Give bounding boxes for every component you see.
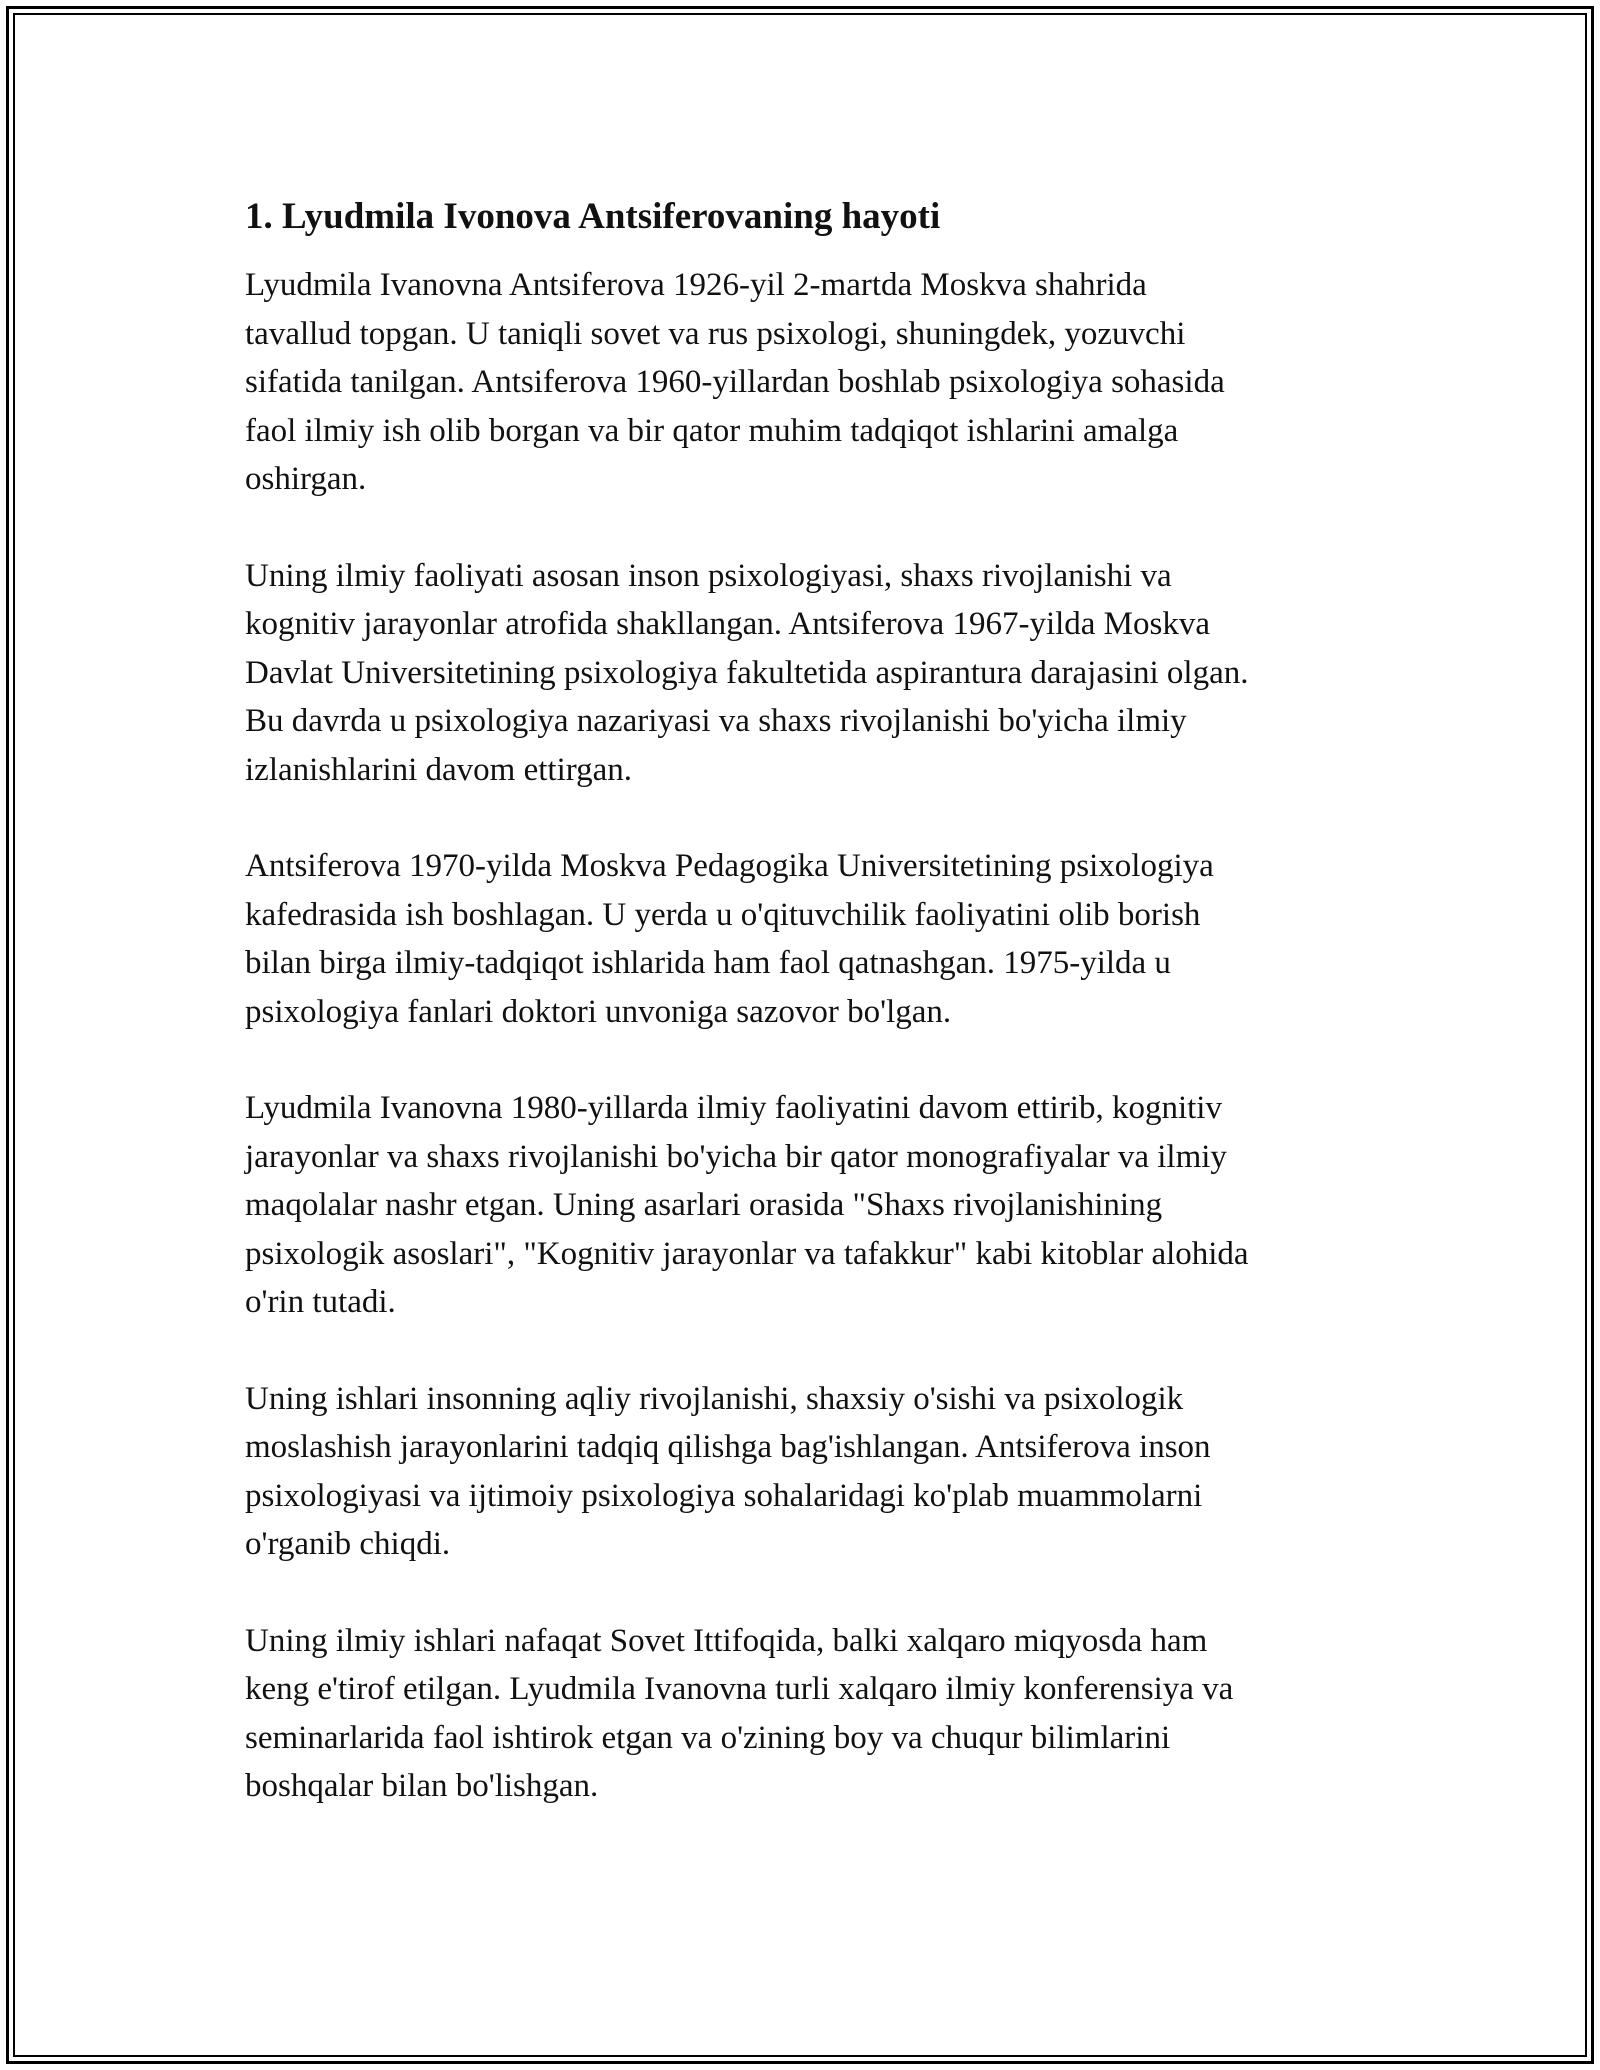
text-line: Uning ishlari insonning aqliy rivojlanishi, shaxsiy o'sishi va psixologik (245, 1380, 1184, 1417)
document-body (245, 193, 1375, 1859)
text-line: Bu davrda u psixologiya nazariyasi va shaxs rivojlanishi bo'yicha ilmiy (245, 703, 1187, 739)
text-line: Uning ilmiy ishlari nafaqat Sovet Ittifoqida, balki xalqaro miqyosda ham (245, 1622, 1208, 1659)
text-line: tavallud topgan. U taniqli sovet va rus psixologi, shuningdek, yozuvchi (245, 315, 1186, 352)
text-line: maqolalar nashr etgan. Uning asarlari orasida "Shaxs rivojlanishining (245, 1187, 1163, 1223)
paragraph-5 (245, 1375, 1375, 1569)
text-line: psixologiyasi va ijtimoiy psixologiya sohalaridagi ko'plab muammolarni (245, 1477, 1203, 1514)
text-line: bilan birga ilmiy-tadqiqot ishlarida ham faol qatnashgan. 1975-yilda u (245, 945, 1171, 981)
text-line: faol ilmiy ish olib borgan va bir qator muhim tadqiqot ishlarini amalga (245, 412, 1179, 449)
paragraph-3 (245, 842, 1375, 1036)
text-line: Lyudmila Ivanovna Antsiferova 1926-yil 2-martda Moskva shahrida (245, 267, 1147, 303)
text-line: boshqalar bilan bo'lishgan. (245, 1768, 599, 1804)
text-line: psixologik asoslari", "Kognitiv jarayonlar va tafakkur" kabi kitoblar alohida (245, 1235, 1249, 1272)
text-line: o'rin tutadi. (245, 1284, 396, 1320)
text-line: seminarlarida faol ishtirok etgan va o'zining boy va chuqur bilimlarini (245, 1719, 1171, 1756)
text-line: Uning ilmiy faoliyati asosan inson psixologiyasi, shaxs rivojlanishi va (245, 557, 1172, 594)
text-line: jarayonlar va shaxs rivojlanishi bo'yicha bir qator monografiyalar va ilmiy (245, 1138, 1227, 1175)
text-line: oshirgan. (245, 461, 367, 497)
paragraph-4 (245, 1084, 1375, 1327)
paragraph-2 (245, 552, 1375, 795)
page-border (6, 6, 1594, 2064)
text-line: psixologiya fanlari doktori unvoniga sazovor bo'lgan. (245, 993, 952, 1030)
text-line: keng e'tirof etilgan. Lyudmila Ivanovna turli xalqaro ilmiy konferensiya va (245, 1671, 1234, 1707)
text-line: Davlat Universitetining psixologiya fakultetida aspirantura darajasini olgan. (245, 654, 1249, 691)
paragraph-6 (245, 1617, 1375, 1811)
text-line: moslashish jarayonlarini tadqiq qilishga bag'ishlangan. Antsiferova inson (245, 1429, 1211, 1465)
paragraph-1 (245, 261, 1375, 504)
text-line: Antsiferova 1970-yilda Moskva Pedagogika Universitetining psixologiya (245, 848, 1214, 884)
text-line: sifatida tanilgan. Antsiferova 1960-yillardan boshlab psixologiya sohasida (245, 364, 1225, 400)
text-line: kafedrasida ish boshlagan. U yerda u o'qituvchilik faoliyatini olib borish (245, 896, 1201, 933)
text-line: Lyudmila Ivanovna 1980-yillarda ilmiy faoliyatini davom ettirib, kognitiv (245, 1090, 1222, 1126)
text-line: o'rganib chiqdi. (245, 1526, 451, 1562)
text-line: izlanishlarini davom ettirgan. (245, 751, 633, 788)
text-line: kognitiv jarayonlar atrofida shakllangan. Antsiferova 1967-yilda Moskva (245, 606, 1211, 642)
section-heading: 1. Lyudmila Ivonova Antsiferovaning hayoti (245, 196, 941, 237)
